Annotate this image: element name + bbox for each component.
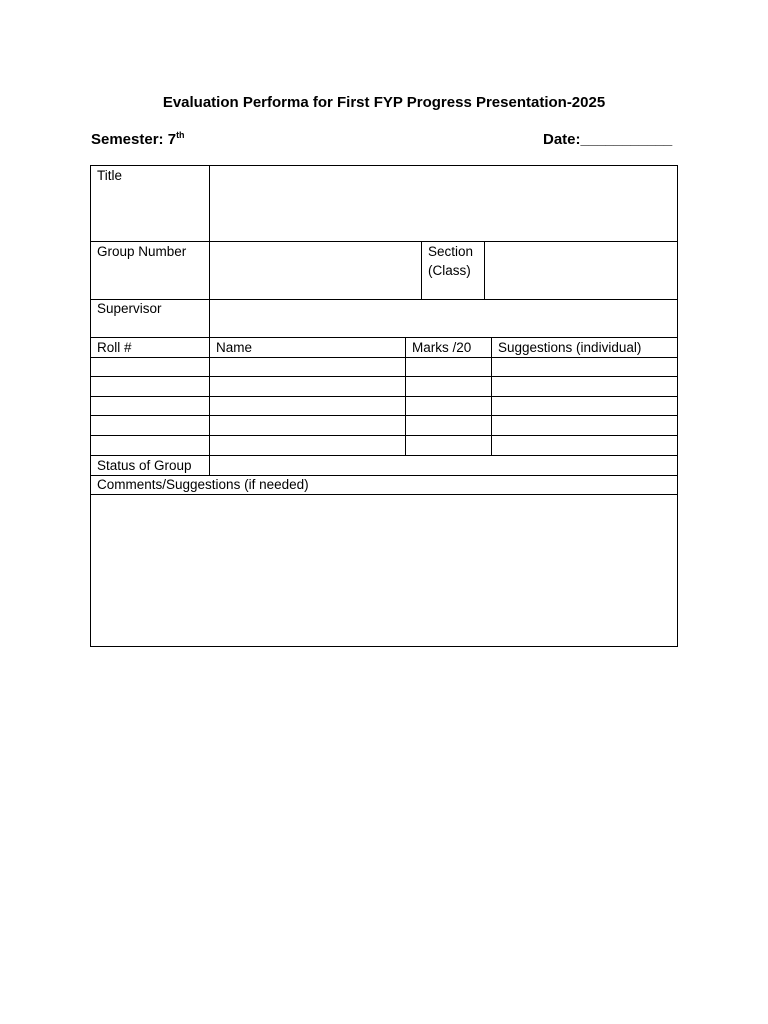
name-cell[interactable] bbox=[210, 416, 405, 435]
table-border-bottom bbox=[90, 646, 678, 647]
group-number-label: Group Number bbox=[97, 244, 187, 259]
name-header: Name bbox=[216, 340, 253, 355]
marks-cell[interactable] bbox=[406, 436, 491, 455]
roll-header: Roll # bbox=[97, 340, 132, 355]
semester-text: Semester: 7 bbox=[91, 131, 177, 148]
name-cell[interactable] bbox=[210, 358, 405, 376]
comments-field[interactable] bbox=[91, 495, 677, 646]
roll-cell[interactable] bbox=[91, 377, 209, 396]
comments-label: Comments/Suggestions (if needed) bbox=[97, 477, 309, 492]
marks-cell[interactable] bbox=[406, 416, 491, 435]
group-number-field[interactable] bbox=[210, 242, 421, 299]
semester-label bbox=[91, 131, 185, 148]
roll-cell[interactable] bbox=[91, 397, 209, 415]
semester-superscript: th bbox=[176, 130, 185, 140]
marks-cell[interactable] bbox=[406, 397, 491, 415]
suggestions-cell[interactable] bbox=[492, 377, 677, 396]
section-label-line1: Section bbox=[428, 244, 474, 259]
roll-cell[interactable] bbox=[91, 436, 209, 455]
title-field[interactable] bbox=[210, 166, 677, 241]
date-label: Date:___________ bbox=[543, 131, 673, 148]
table-border-right bbox=[677, 165, 678, 647]
marks-cell[interactable] bbox=[406, 377, 491, 396]
name-cell[interactable] bbox=[210, 436, 405, 455]
name-cell[interactable] bbox=[210, 377, 405, 396]
section-divider-left bbox=[421, 241, 422, 300]
marks-cell[interactable] bbox=[406, 358, 491, 376]
section-label-line2: (Class) bbox=[428, 263, 471, 278]
marks-header: Marks /20 bbox=[412, 340, 472, 355]
name-cell[interactable] bbox=[210, 397, 405, 415]
supervisor-label: Supervisor bbox=[97, 301, 162, 316]
section-field[interactable] bbox=[485, 242, 677, 299]
suggestions-cell[interactable] bbox=[492, 416, 677, 435]
status-of-group-field[interactable] bbox=[210, 456, 677, 475]
suggestions-cell[interactable] bbox=[492, 397, 677, 415]
suggestions-header: Suggestions (individual) bbox=[498, 340, 642, 355]
suggestions-cell[interactable] bbox=[492, 436, 677, 455]
suggestions-cell[interactable] bbox=[492, 358, 677, 376]
status-of-group-label: Status of Group bbox=[97, 458, 192, 473]
form-title: Evaluation Performa for First FYP Progress Presentation-2025 bbox=[162, 94, 606, 111]
title-label: Title bbox=[97, 168, 123, 183]
supervisor-field[interactable] bbox=[210, 300, 677, 337]
roll-cell[interactable] bbox=[91, 358, 209, 376]
roll-cell[interactable] bbox=[91, 416, 209, 435]
